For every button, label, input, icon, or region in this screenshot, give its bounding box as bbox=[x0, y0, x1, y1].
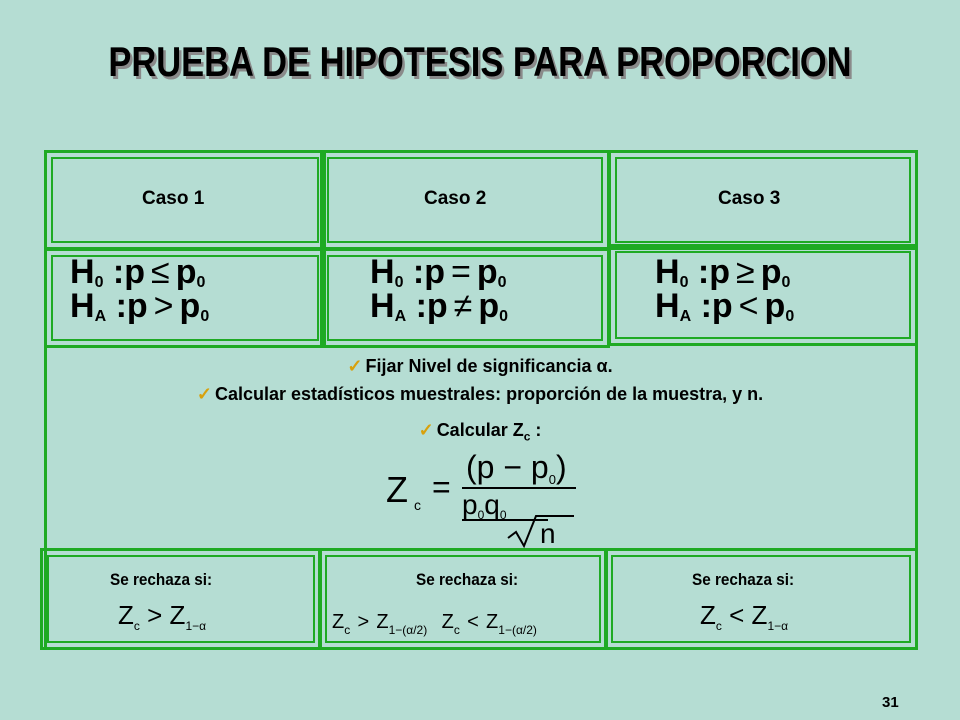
formula-lhs: Z bbox=[386, 469, 408, 510]
case1-reject-rule: $Z_c > Z_{1-\alpha}$ bbox=[118, 600, 207, 634]
page-number: 31 bbox=[882, 694, 899, 711]
case3-ha: $H_A$ :p < $p_0$ bbox=[655, 287, 795, 325]
case2-ha: $H_A$ :p ≠ $p_0$ bbox=[370, 287, 509, 325]
case1-reject-label: Se rechaza si: bbox=[110, 570, 213, 589]
case3-reject-label: Se rechaza si: bbox=[692, 570, 795, 589]
case1-h0: $H_0$ :p ≤ $p_0$ bbox=[70, 253, 206, 291]
case2-h0: $H_0$ :p = $p_0$ bbox=[370, 253, 507, 291]
step-significance: ✓ Fijar Nivel de significancia α. bbox=[347, 356, 613, 376]
checkmark-icon: ✓ bbox=[347, 356, 363, 376]
case3-reject-frame bbox=[604, 548, 918, 650]
formula-denominator: p0q0 bbox=[462, 489, 507, 522]
case1-ha: $H_A$ :p > $p_0$ bbox=[70, 287, 210, 325]
formula-eq: = bbox=[432, 469, 451, 505]
case1-label: Caso 1 bbox=[142, 188, 205, 209]
zc-formula bbox=[380, 436, 610, 551]
case3-label: Caso 3 bbox=[718, 188, 781, 209]
formula-numerator: (p − p0) bbox=[466, 449, 567, 487]
step-compute-z: ✓ Calcular $Z_c$ : bbox=[418, 420, 542, 444]
case3-h0: $H_0$ :p ≥ $p_0$ bbox=[655, 253, 791, 291]
case2-reject-label: Se rechaza si: bbox=[416, 570, 519, 589]
checkmark-icon: ✓ bbox=[418, 420, 434, 440]
case1-reject-frame bbox=[40, 548, 322, 650]
page-title: PRUEBA DE HIPOTESIS PARA PROPORCION bbox=[108, 38, 852, 85]
formula-n: n bbox=[540, 518, 556, 549]
checkmark-icon: ✓ bbox=[196, 384, 212, 404]
formula-lhs-sub: c bbox=[414, 497, 421, 513]
case2-label: Caso 2 bbox=[424, 188, 487, 209]
step-sample-stats: ✓ Calcular estadísticos muestrales: proporción de la muestra, y n. bbox=[196, 384, 764, 404]
case3-reject-rule: $Z_c < Z_{1-\alpha}$ bbox=[700, 600, 789, 634]
case2-reject-rule: $Z_c > Z_{1-(\alpha/2)}$ $Z_c < Z_{1-(\alpha/2)}$ bbox=[332, 611, 537, 638]
